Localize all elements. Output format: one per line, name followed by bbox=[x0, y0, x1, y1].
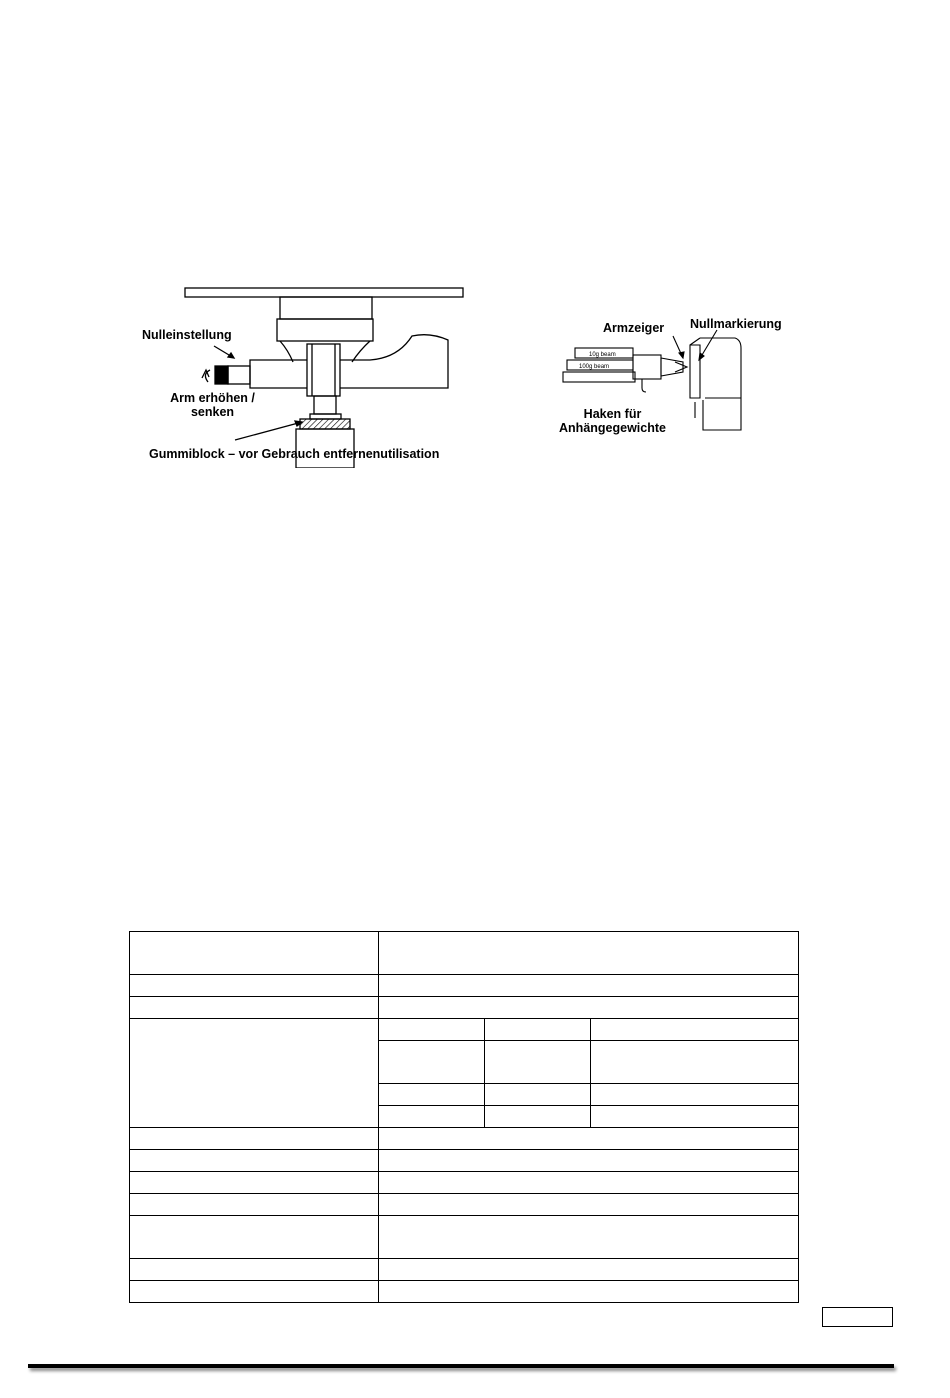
table-cell bbox=[591, 1106, 799, 1128]
table-cell bbox=[485, 1041, 591, 1084]
table-cell bbox=[130, 1194, 379, 1216]
table-cell bbox=[130, 1216, 379, 1259]
table-cell bbox=[379, 1106, 485, 1128]
table-row bbox=[130, 1259, 799, 1281]
arm-pointer-label: Armzeiger bbox=[603, 321, 665, 335]
specification-table bbox=[129, 931, 799, 1303]
arm-raise-lower-line1: Arm erhöhen / bbox=[170, 391, 255, 405]
table-cell bbox=[130, 997, 379, 1019]
arm-raise-lower-label bbox=[155, 391, 270, 419]
table-cell bbox=[130, 1259, 379, 1281]
hook-label bbox=[545, 407, 680, 435]
balance-side-view-drawing bbox=[130, 278, 480, 468]
beam-zero-mark-figure bbox=[545, 310, 805, 445]
table-cell bbox=[379, 997, 799, 1019]
table-row bbox=[130, 1128, 799, 1150]
hook-line2: Anhängegewichte bbox=[559, 421, 666, 435]
table-cell bbox=[379, 1150, 799, 1172]
table-cell bbox=[130, 932, 379, 975]
table-row bbox=[130, 932, 799, 975]
table-cell bbox=[130, 1150, 379, 1172]
table-cell bbox=[379, 1194, 799, 1216]
table-cell bbox=[379, 1019, 485, 1041]
beam-10g-text: 10g beam bbox=[589, 352, 616, 358]
table-row bbox=[130, 997, 799, 1019]
zero-adjust-label: Nulleinstellung bbox=[142, 328, 232, 342]
table-cell bbox=[379, 1172, 799, 1194]
table-row bbox=[130, 1150, 799, 1172]
table-cell bbox=[485, 1019, 591, 1041]
hook-line1: Haken für bbox=[583, 407, 642, 421]
table-cell bbox=[379, 1216, 799, 1259]
table-row bbox=[130, 1194, 799, 1216]
page-number-box bbox=[822, 1307, 893, 1327]
footer-rule bbox=[28, 1364, 894, 1368]
table-row bbox=[130, 1019, 799, 1041]
table-cell bbox=[130, 1172, 379, 1194]
table-cell bbox=[130, 1281, 379, 1303]
table-cell bbox=[379, 1281, 799, 1303]
table-row bbox=[130, 975, 799, 997]
table-cell bbox=[130, 1019, 379, 1128]
zero-mark-label: Nullmarkierung bbox=[690, 317, 782, 331]
table-cell bbox=[130, 1128, 379, 1150]
table-cell bbox=[379, 975, 799, 997]
table-cell bbox=[379, 1041, 485, 1084]
beam-100g-text: 100g beam bbox=[579, 364, 610, 370]
table-cell bbox=[379, 1128, 799, 1150]
balance-side-view-figure bbox=[130, 278, 480, 468]
table-cell bbox=[379, 1259, 799, 1281]
table-cell bbox=[485, 1106, 591, 1128]
table-row bbox=[130, 1281, 799, 1303]
table-cell bbox=[591, 1084, 799, 1106]
table-row bbox=[130, 1216, 799, 1259]
table-row bbox=[130, 1172, 799, 1194]
arm-raise-lower-line2: senken bbox=[190, 405, 235, 419]
table-cell bbox=[485, 1084, 591, 1106]
table-cell bbox=[379, 932, 799, 975]
rubber-block-label: Gummiblock – vor Gebrauch entfernenutilisation bbox=[149, 447, 440, 461]
table-cell bbox=[591, 1041, 799, 1084]
table-cell bbox=[379, 1084, 485, 1106]
table-cell bbox=[130, 975, 379, 997]
table-cell bbox=[591, 1019, 799, 1041]
